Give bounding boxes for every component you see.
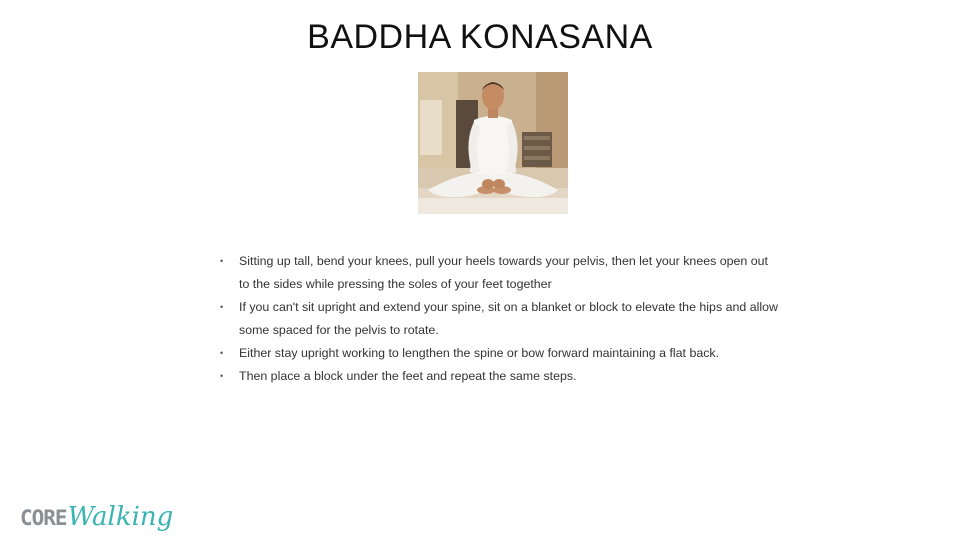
bullet-icon: •: [220, 302, 224, 312]
bullet-text: Either stay upright working to lengthen the spine or bow forward maintaining a flat back.: [239, 346, 720, 360]
bullet-text: Sitting up tall, bend your knees, pull your heels towards your pelvis, then let your knees open out to the sides while pressing the soles of your feet together: [239, 254, 768, 291]
corewalking-logo: [20, 502, 173, 536]
list-item: [220, 250, 780, 296]
bullet-text: Then place a block under the feet and repeat the same steps.: [239, 369, 577, 383]
slide-title: BADDHA KONASANA: [307, 18, 653, 56]
bullet-icon: •: [220, 371, 224, 381]
list-item: [220, 342, 780, 365]
pose-illustration: [418, 72, 568, 214]
bullet-icon: •: [220, 348, 224, 358]
logo-core-text: CORE: [20, 506, 67, 530]
logo-walking-text: Walking: [67, 502, 174, 532]
bullet-text: If you can't sit upright and extend your spine, sit on a blanket or block to elevate the hips and allow some spaced for the pelvis to rotate.: [239, 300, 778, 337]
list-item: [220, 296, 780, 342]
pose-photo: [418, 72, 568, 214]
list-item: [220, 365, 780, 388]
instruction-list: [220, 250, 780, 388]
bullet-icon: •: [220, 256, 224, 266]
